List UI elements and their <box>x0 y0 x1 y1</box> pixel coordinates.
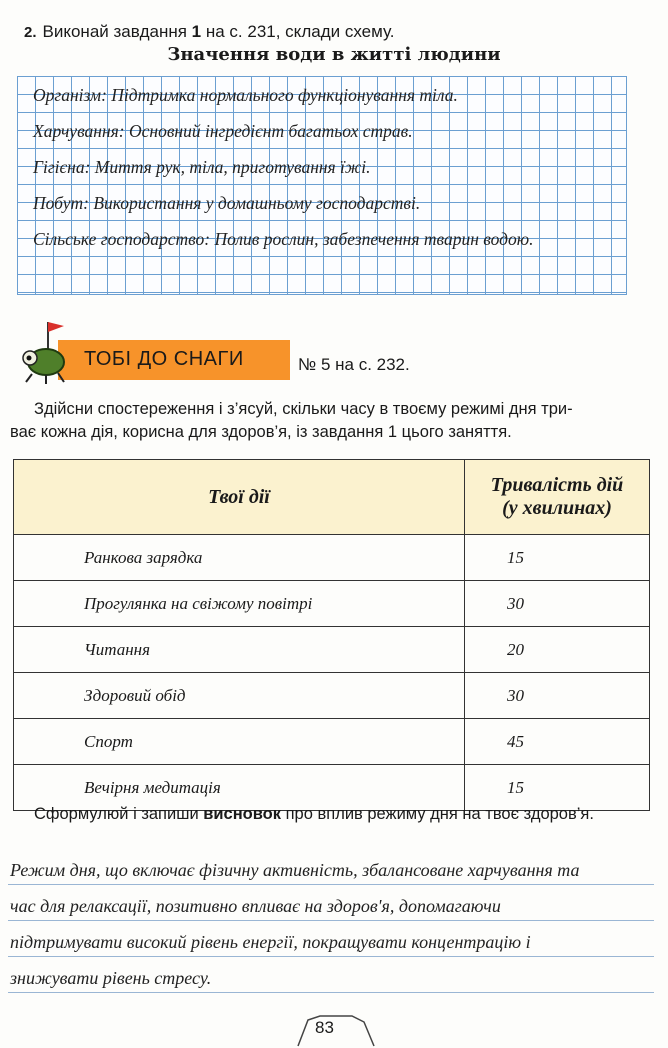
minutes-cell: 20 <box>465 627 650 673</box>
minutes-cell: 15 <box>465 535 650 581</box>
action-cell: Прогулянка на свіжому повітрі <box>14 581 465 627</box>
task-number: 2. <box>24 24 37 41</box>
scheme-title: Значення води в житті людини <box>167 44 501 65</box>
header-duration-line-2: (у хвилинах) <box>502 497 612 519</box>
action-cell: Здоровий обід <box>14 673 465 719</box>
page-number: 83 <box>315 1018 334 1037</box>
header-duration-line-1: Тривалість дій <box>490 474 624 496</box>
minutes-cell: 45 <box>465 719 650 765</box>
instruction-line-1: Здійсни спостереження і з’ясуй, скільки часу в твоєму режимі дня три- <box>34 400 573 418</box>
action-cell: Ранкова зарядка <box>14 535 465 581</box>
banner-text: ТОБІ ДО СНАГИ <box>84 348 244 370</box>
table-row <box>14 673 650 719</box>
table-row <box>14 627 650 673</box>
conclusion-bold: висновок <box>203 805 282 823</box>
activity-table <box>13 459 650 811</box>
grid-paper <box>17 76 627 295</box>
task-bold-number: 1 <box>191 22 202 41</box>
table-row <box>14 535 650 581</box>
scheme-line: Сільське господарство: Полив рослин, забезпечення тварин водою. <box>33 229 534 249</box>
header-actions: Твої дії <box>14 460 465 535</box>
scheme-line: Гігієна: Миття рук, тіла, приготування їжі. <box>33 157 371 177</box>
answer-line: знижувати рівень стресу. <box>10 968 212 988</box>
action-cell: Вечірня медитація <box>14 765 465 811</box>
answer-line: Режим дня, що включає фізичну активність, збалансоване харчування та <box>10 860 580 880</box>
conclusion-before: Сформулюй і запиши <box>34 805 204 823</box>
page-reference: № 5 на с. 232. <box>298 355 410 374</box>
table-header-row <box>14 460 650 535</box>
table-row <box>14 719 650 765</box>
action-cell: Читання <box>14 627 465 673</box>
minutes-cell: 30 <box>465 581 650 627</box>
minutes-cell: 15 <box>465 765 650 811</box>
action-cell: Спорт <box>14 719 465 765</box>
conclusion-prompt <box>10 803 658 825</box>
beetle-mascot-icon <box>18 318 88 388</box>
page-number-ornament-icon <box>290 1012 380 1048</box>
instruction-line-2: ває кожна дія, корисна для здоров’я, із завдання 1 цього заняття. <box>10 423 512 441</box>
answer-line: підтримувати високий рівень енергії, покращувати концентрацію і <box>10 932 531 952</box>
scheme-line: Організм: Підтримка нормального функціонування тіла. <box>33 85 458 105</box>
minutes-cell: 30 <box>465 673 650 719</box>
table-row <box>14 581 650 627</box>
scheme-line: Побут: Використання у домашньому господарстві. <box>33 193 421 213</box>
task-text-after: на с. 231, склади схему. <box>201 22 395 41</box>
instruction-paragraph <box>10 398 656 444</box>
task-2-heading <box>24 22 395 42</box>
section-banner <box>18 318 278 388</box>
task-text-before: Виконай завдання <box>42 22 192 41</box>
header-duration <box>465 460 650 535</box>
conclusion-after: про вплив режиму дня на твоє здоров’я. <box>281 805 594 823</box>
answer-line: час для релаксації, позитивно впливає на здоров'я, допомагаючи <box>10 896 501 916</box>
scheme-line: Харчування: Основний інгредієнт багатьох страв. <box>33 121 413 141</box>
